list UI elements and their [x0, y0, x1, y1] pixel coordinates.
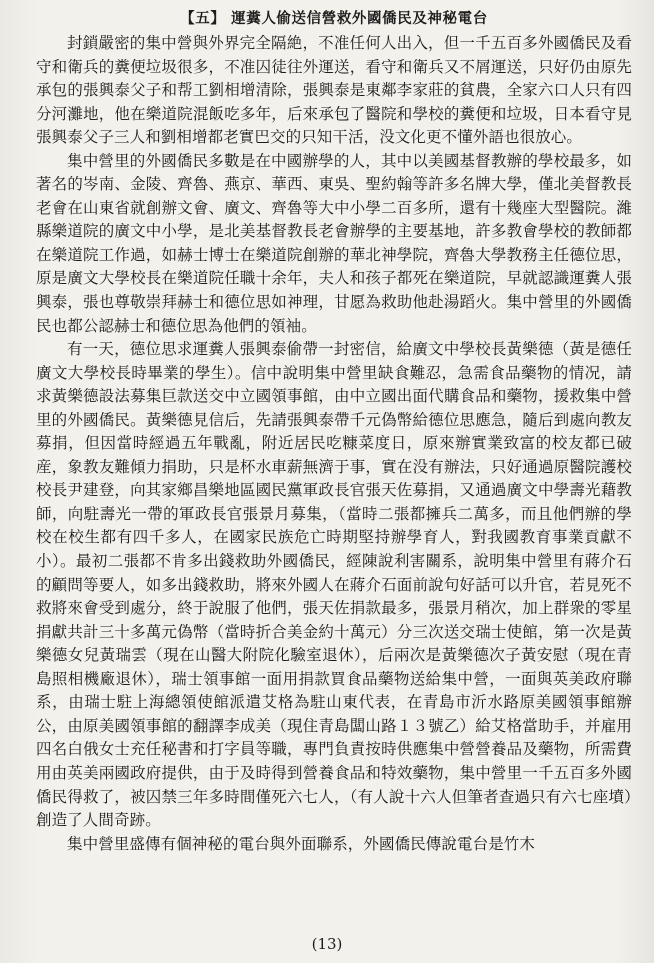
paragraph-1: 封鎖嚴密的集中營與外界完全隔絶，不准任何人出入，但一千五百多外國僑民及看守和衛兵的糞便垃圾很多，不准囚徒往外運送，看守和衛兵又不屑運送，只好仍由原先承包的張興泰父子和帮工劉相增清除，張興泰是東鄰李家莊的貧農，全家六口人只有四分河灘地，他在樂道院混飯吃多年，后來承包了醫院和學校的糞便和垃圾，日本看守見張興泰父子三人和劉相增都老實巴交的只知干活，没文化更不懂外語也很放心。 — [36, 34, 632, 147]
section-title: 【五】 運糞人偷送信營救外國僑民及神秘電台 — [180, 10, 488, 27]
paragraph-2: 集中營里的外國僑民多數是在中國辦學的人，其中以美國基督教辦的學校最多，如著名的岑南、金陵、齊魯、燕京、華西、東吳、聖約翰等許多名牌大學，僅北美督教長老會在山東省就創辦文會、廣文、齊魯等大中小學二百多所，還有十幾座大型醫院。濰縣樂道院的廣文中小學，是北美基督教長老會辦學的主要基地，許多教會學校的教師都在樂道院工作過，如赫士博士在樂道院創辦的華北神學院，齊魯大學教務主任德位思，原是廣文大學校長在樂道院任職十余年，夫人和孩子都死在樂道院，早就認識運糞人張興泰，張也尊敬崇拜赫士和德位思如神理，甘愿為救助他赴湯蹈火。集中營里的外國僑民也都公認赫士和德位思為他們的領袖。 — [36, 151, 632, 335]
paragraph-3: 有一天，德位思求運糞人張興泰偷帶一封密信，給廣文中學校長黃樂德（黃是德任廣文大學校長時畢業的學生）。信中說明集中營里缺食難忍，急需食品藥物的情况，請求黃樂德設法募集巨款送交中立國領事館，由中立國出面代購食品和藥物，援救集中營里的外國僑民。黃樂德見信后，先請張興泰帶千元偽幣給德位思應急，隨后到處向教友募捐，但因當時經過五年戰亂，附近居民吃糠菜度日，原來辦實業致富的校友都已破産，象教友難傾力捐助，只是杯水車薪無濟于事，實在没有辦法，只好通過原醫院護校校長尹建登，向其家鄉昌樂地區國民黨軍政長官張天佐募捐，又通過廣文中學壽光藉教師，向駐壽光一帶的軍政長官張景月募集，（當時二張都擁兵二萬多，而且他們辦的學校在校生都有四千多人，在國家民族危亡時期堅持辦學育人，對我國教育事業貢獻不小）。最初二張都不肯多出錢救助外國僑民，經陳說利害關系，說明集中營里有蔣介石的顧問等要人，如多出錢救助，將來外國人在蔣介石面前說句好話可以升官，若見死不救將來會受到處分，終于說服了他們，張天佐捐款最多，張景月稍次，加上群衆的零星捐獻共計三十多萬元偽幣（當時折合美金約十萬元）分三次送交瑞士使館，第一次是黃樂德女兒黃瑞雲（現在山醫大附院化驗室退休），后兩次是黃樂德次子黃安慰（現在青島照相機廠退休），瑞士領事館一面用捐款買食品藥物送給集中營，一面與英美政府聯系，由瑞士駐上海總領使館派遣艾格為駐山東代表，在青島市沂水路原美國領事館辦公，由原美國領事館的翻譯李成美（現住青島闆山路１３號乙）給艾格當助手，并雇用四名白俄女士充任秘書和打字員等職，專門負責按時供應集中營營養品及藥物，所需費用由英美兩國政府提供，由于及時得到營養食品和特效藥物，集中營里一千五百多外國僑民得救了，被囚禁三年多時間僅死六七人，（有人說十六人但筆者查過只有六七座墳）創造了人間奇跡。 — [36, 340, 632, 830]
page-number: (13) — [311, 935, 343, 953]
paragraph-4: 集中營里盛傳有個神秘的電台與外面聯系，外國僑民傳說電台是竹木 — [67, 834, 536, 853]
